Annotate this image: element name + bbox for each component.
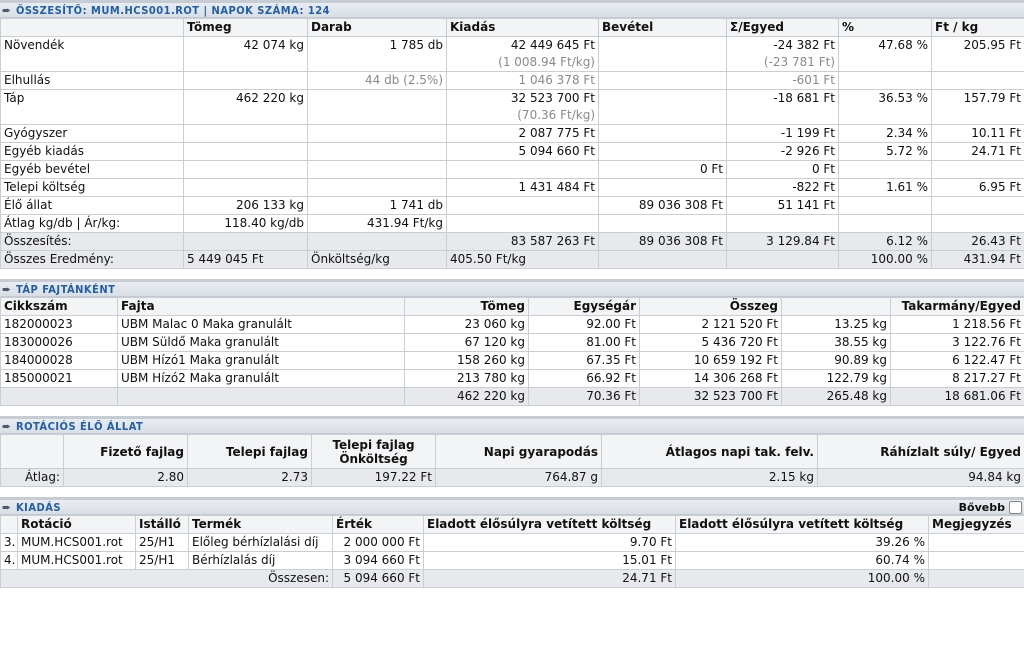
row-elhullas: Elhullás 44 db (2.5%) 1 046 378 Ft -601 Ft [1,72,1024,90]
table-row: 182000023 UBM Malac 0 Maka granulált 23 060 kg 92.00 Ft 2 121 520 Ft 13.25 kg 1 218.56 Ft [1,316,1024,334]
table-row: 4. MUM.HCS001.rot 25/H1 Bérhízlalás díj 3 094 660 Ft 15.01 Ft 60.74 % [1,552,1024,570]
section-arrow-icon: ➨ [2,282,12,296]
summary-title: ÖSSZESÍTŐ: MUM.HCS001.ROT | NAPOK SZÁMA: 124 [16,3,331,17]
col-header-darab: Darab [308,19,447,37]
tap-header-row: Cikkszám Fajta Tömeg Egységár Összeg Takarmány/Egyed [1,298,1024,316]
rotacio-section [0,416,1024,487]
kiadas-title: KIADÁS [16,500,62,514]
tap-section [0,279,1024,406]
row-eredmeny: Összes Eredmény: 5 449 045 Ft Önköltség/kg 405.50 Ft/kg 100.00 % 431.94 Ft [1,251,1024,269]
rotacio-table [0,434,1024,487]
kiadas-header-row: Rotáció Istálló Termék Érték Eladott élősúlyra vetített költség Eladott élősúlyra vetített költség Megjegyzés [1,516,1024,534]
summary-section [0,0,1024,269]
rotacio-title: ROTÁCIÓS ÉLŐ ÁLLAT [16,419,144,433]
row-atlag: Átlag kg/db | Ár/kg: 118.40 kg/db 431.94 Ft/kg [1,215,1024,233]
col-header-kiadas: Kiadás [447,19,599,37]
tap-header [0,279,1024,297]
bovebb-label[interactable]: Bővebb [958,500,1005,514]
kiadas-table [0,515,1024,588]
section-arrow-icon: ➨ [2,3,12,17]
col-header-bevetel: Bevétel [599,19,727,37]
col-header-ftkg: Ft / kg [932,19,1024,37]
col-header-tomeg: Tömeg [184,19,308,37]
kiadas-header [0,497,1024,515]
table-row: 183000026 UBM Süldő Maka granulált 67 120 kg 81.00 Ft 5 436 720 Ft 38.55 kg 3 122.76 Ft [1,334,1024,352]
row-egyeb-kiadas: Egyéb kiadás 5 094 660 Ft -2 926 Ft 5.72 % 24.71 Ft [1,143,1024,161]
row-gyogyszer: Gyógyszer 2 087 775 Ft -1 199 Ft 2.34 % 10.11 Ft [1,125,1024,143]
summary-header-row [1,19,1024,37]
table-row: 3. MUM.HCS001.rot 25/H1 Előleg bérhízlalási díj 2 000 000 Ft 9.70 Ft 39.26 % [1,534,1024,552]
section-arrow-icon: ➨ [2,500,12,514]
row-elo-allat: Élő állat 206 133 kg 1 741 db 89 036 308 Ft 51 141 Ft [1,197,1024,215]
summary-header [0,0,1024,18]
rotacio-atlag-row: Átlag: 2.80 2.73 197.22 Ft 764.87 g 2.15 kg 94.84 kg [1,469,1024,487]
row-novendek: Növendék 42 074 kg 1 785 db 42 449 645 Ft (1 008.94 Ft/kg) -24 382 Ft (-23 781 Ft) 47.68 % 205.95 Ft [1,37,1024,72]
section-arrow-icon: ➨ [2,419,12,433]
col-header-egyed: Σ/Egyed [727,19,839,37]
col-header [1,19,184,37]
tap-table [0,297,1024,406]
rotacio-header-row: Fizető fajlag Telepi fajlag Telepi fajlag Önköltség Napi gyarapodás Átlagos napi tak. felv. Ráhízlalt súly/ Egyed [1,435,1024,469]
bovebb-checkbox[interactable] [1009,501,1022,514]
row-osszesites: Összesítés: 83 587 263 Ft 89 036 308 Ft 3 129.84 Ft 6.12 % 26.43 Ft [1,233,1024,251]
rotacio-header [0,416,1024,434]
row-egyeb-bevetel: Egyéb bevétel 0 Ft 0 Ft [1,161,1024,179]
kiadas-total-row: Összesen: 5 094 660 Ft 24.71 Ft 100.00 % [1,570,1024,588]
table-row: 185000021 UBM Hízó2 Maka granulált 213 780 kg 66.92 Ft 14 306 268 Ft 122.79 kg 8 217.27 Ft [1,370,1024,388]
tap-total-row: 462 220 kg 70.36 Ft 32 523 700 Ft 265.48 kg 18 681.06 Ft [1,388,1024,406]
table-row: 184000028 UBM Hízó1 Maka granulált 158 260 kg 67.35 Ft 10 659 192 Ft 90.89 kg 6 122.47 Ft [1,352,1024,370]
kiadas-section [0,497,1024,588]
row-tap: Táp 462 220 kg 32 523 700 Ft (70.36 Ft/kg) -18 681 Ft 36.53 % 157.79 Ft [1,90,1024,125]
tap-title: TÁP FAJTÁNKÉNT [16,282,116,296]
summary-table [0,18,1024,269]
col-header-pct: % [839,19,932,37]
row-telepi: Telepi költség 1 431 484 Ft -822 Ft 1.61 % 6.95 Ft [1,179,1024,197]
